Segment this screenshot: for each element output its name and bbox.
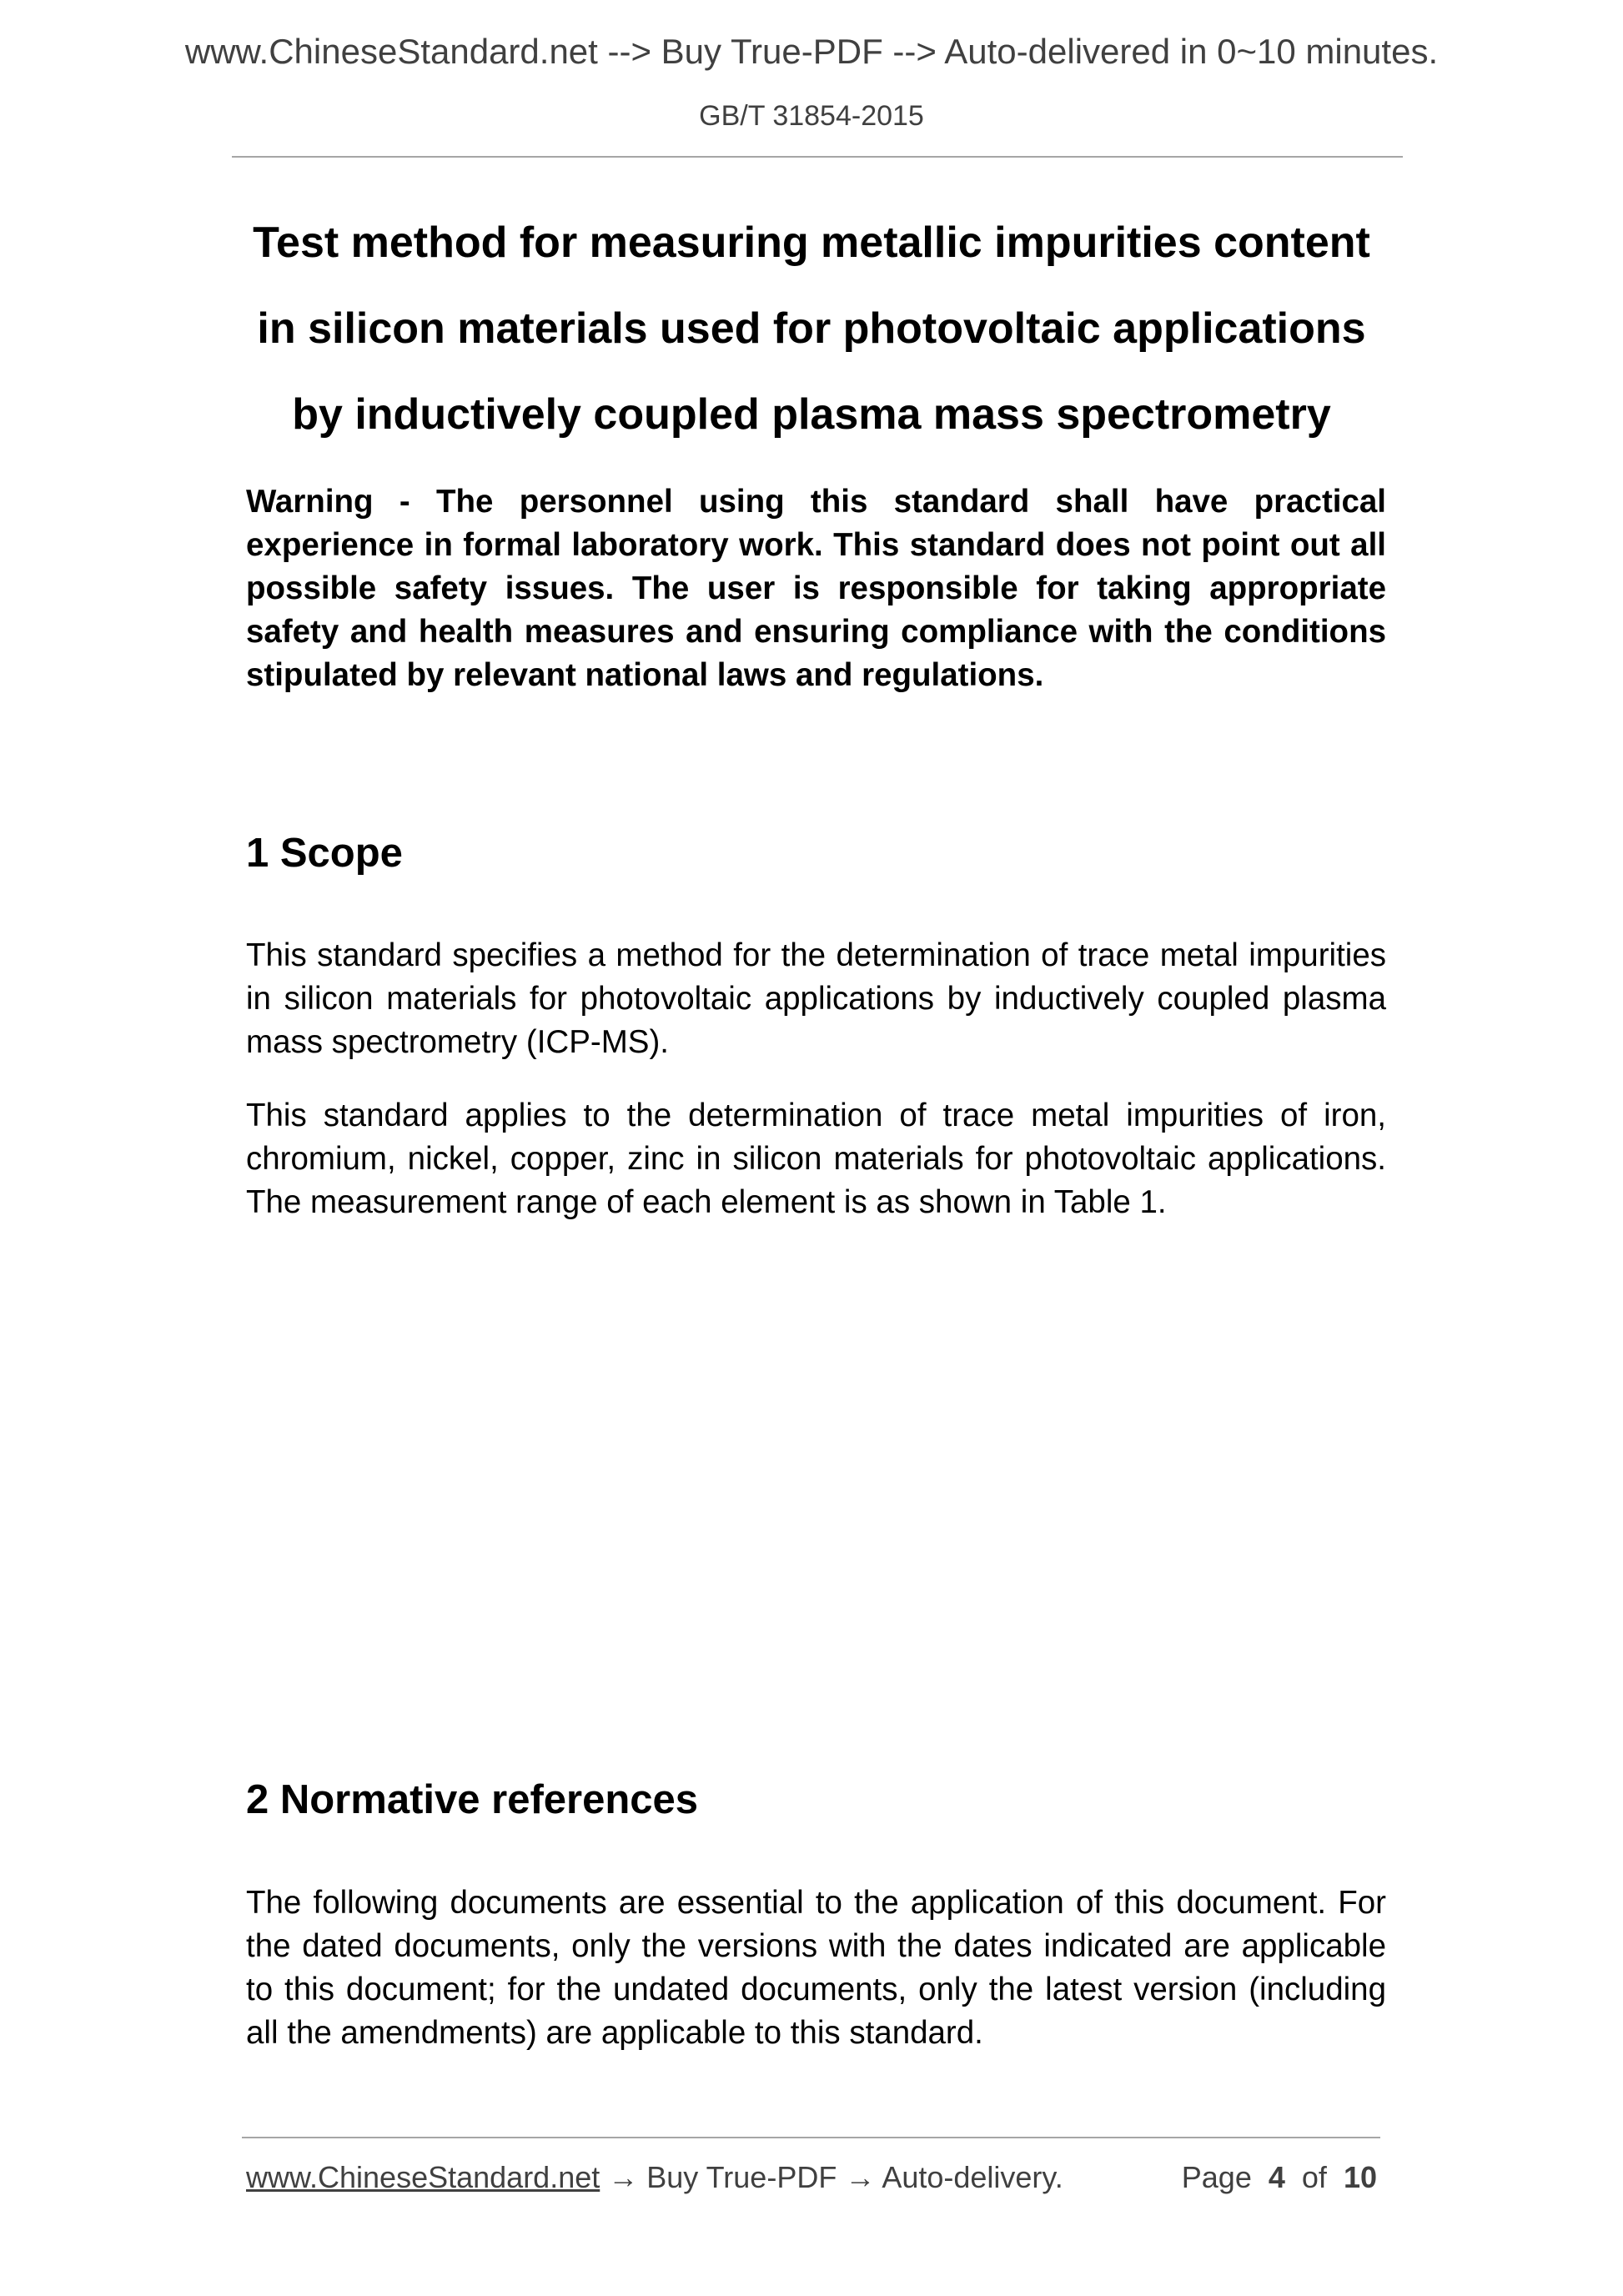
footer-divider xyxy=(242,2137,1380,2138)
title-line-3: by inductively coupled plasma mass spectrometry xyxy=(292,390,1331,439)
page-number xyxy=(1182,2160,1377,2195)
footer-tagline: → Buy True-PDF → Auto-delivery. xyxy=(600,2160,1063,2194)
page-label: Page xyxy=(1181,2160,1252,2194)
normative-references-paragraph: The following documents are essential to the application of this document. For the dated documents, only the versions with the dates indicated are applicable to this document; for the undated documents, only the latest version (including all the amendments) are applicable to this standard. xyxy=(246,1885,1386,2051)
warning-paragraph: Warning - The personnel using this standard shall have practical experience in formal laboratory work. This standard does not point out all possible safety issues. The user is responsible for taking appropriate safety and health measures and ensuring compliance with the conditions stipulated by relevant national laws and regulations. xyxy=(246,484,1386,693)
standard-code: GB/T 31854-2015 xyxy=(699,100,924,132)
footer-website-link[interactable]: www.ChineseStandard.net xyxy=(246,2160,600,2194)
top-banner: www.ChineseStandard.net --> Buy True-PDF --> Auto-delivered in 0~10 minutes. xyxy=(184,32,1439,71)
section-heading-scope: 1 Scope xyxy=(246,831,403,876)
scope-paragraph-1: This standard specifies a method for the determination of trace metal impurities in silicon materials for photovoltaic applications by inductively coupled plasma mass spectrometry (ICP-MS). xyxy=(246,937,1386,1060)
page-total: 10 xyxy=(1343,2160,1377,2194)
header-divider xyxy=(232,156,1403,158)
scope-paragraph-2: This standard applies to the determination of trace metal impurities of iron, chromium, nickel, copper, zinc in silicon materials for photovoltaic applications. The measurement range of each element is as shown in Table 1. xyxy=(246,1098,1386,1220)
footer-left xyxy=(246,2160,1063,2195)
title-line-2: in silicon materials used for photovoltaic applications xyxy=(257,304,1366,353)
page-of-label: of xyxy=(1301,2160,1327,2194)
section-heading-normative-references: 2 Normative references xyxy=(246,1777,699,1822)
title-line-1: Test method for measuring metallic impurities content xyxy=(253,219,1370,267)
document-title xyxy=(167,200,1456,458)
page-current: 4 xyxy=(1268,2160,1285,2194)
